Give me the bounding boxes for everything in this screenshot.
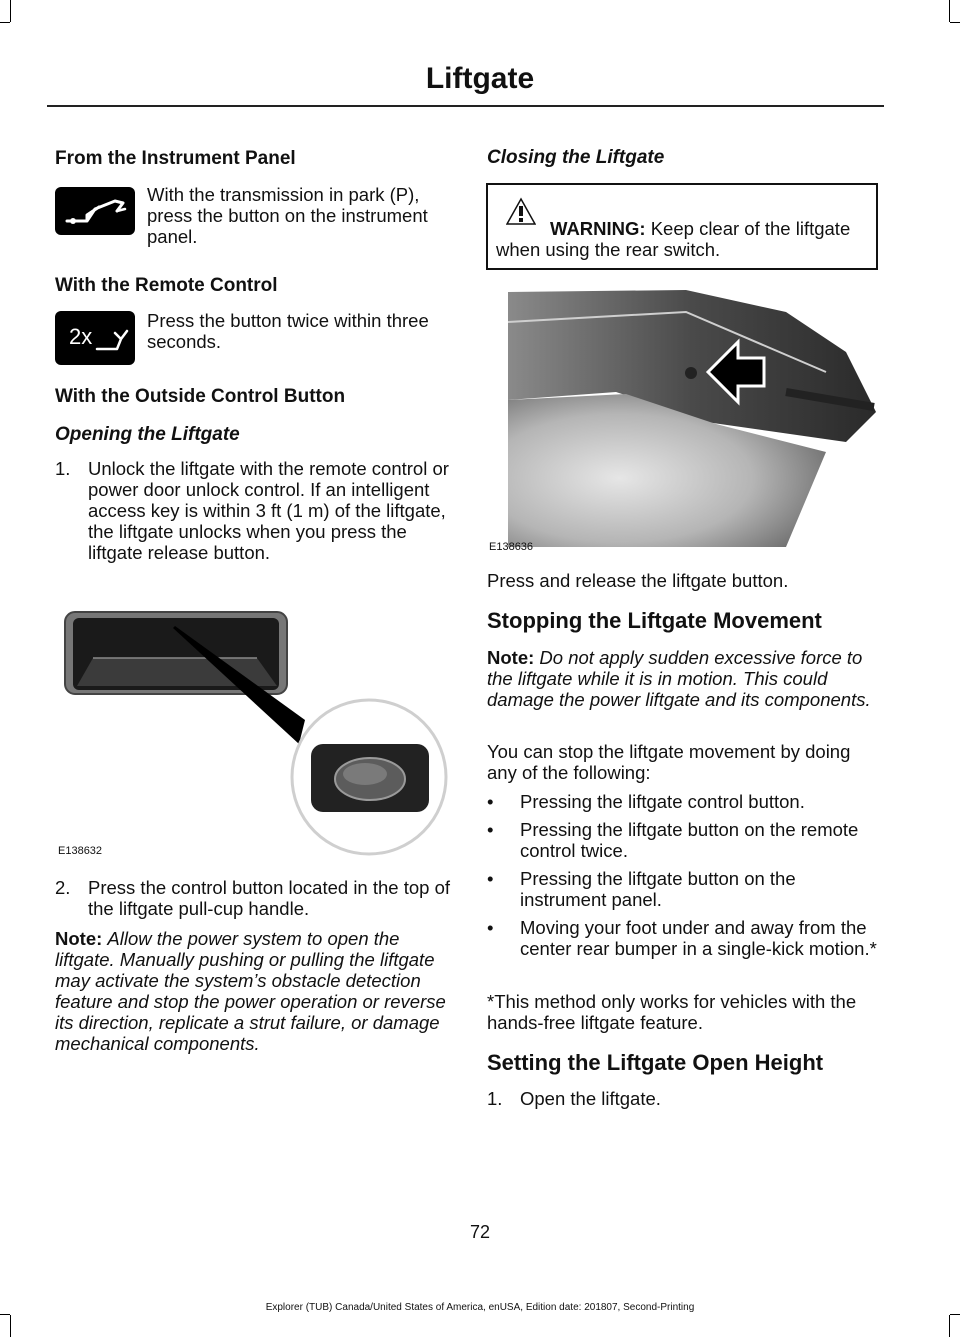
remote-2x-label: 2x (69, 324, 93, 349)
stopping-intro: You can stop the liftgate movement by doing any of the following: (487, 741, 851, 783)
liftgate-handle-figure (55, 598, 450, 863)
warning-text-block (496, 218, 868, 260)
opening-step-2 (55, 877, 450, 919)
opening-note (55, 928, 450, 1054)
bullet-text: Pressing the liftgate button on the instrument panel. (520, 868, 796, 910)
crop-mark-bottom-right-h (950, 1314, 960, 1315)
remote-control-text: Press the button twice within three seconds. (147, 310, 429, 352)
remote-control-heading: With the Remote Control (55, 275, 278, 296)
crop-mark-bottom-left-h (0, 1314, 10, 1315)
remote-liftgate-2x-icon (55, 311, 135, 365)
bullet-dot: • (487, 868, 494, 889)
stopping-footnote: *This method only works for vehicles with the hands-free liftgate feature. (487, 991, 857, 1033)
page-title: Liftgate (425, 62, 535, 95)
step-number: 2. (55, 877, 71, 898)
note-text: Allow the power system to open the liftgate. Manually pushing or pulling the liftgate may activate the system’s obstacle detection feature and stop the power operation or reverse its direction, replicate a strut failure, or damage mechanical components. (55, 928, 446, 1054)
stopping-bullet-3 (487, 868, 879, 910)
open-height-step-1 (487, 1088, 879, 1109)
crop-mark-bottom-left-v (10, 1315, 11, 1337)
note-label: Note: (487, 647, 535, 668)
outside-button-heading: With the Outside Control Button (55, 386, 346, 407)
liftgate-car-icon (55, 187, 135, 235)
instrument-panel-text: With the transmission in park (P), press the button on the instrument panel. (147, 184, 428, 247)
step-text: Open the liftgate. (520, 1088, 661, 1109)
page-number: 72 (469, 1222, 491, 1242)
warning-label: WARNING: (550, 218, 646, 239)
crop-mark-bottom-right-v (949, 1315, 950, 1337)
crop-mark-top-left-h (0, 22, 10, 23)
crop-mark-top-right-h (950, 22, 960, 23)
bullet-text: Pressing the liftgate control button. (520, 791, 805, 812)
warning-text: Keep clear of the liftgate when using the rear switch. (496, 218, 851, 260)
bullet-dot: • (487, 917, 494, 938)
closing-liftgate-subheading: Closing the Liftgate (487, 147, 665, 168)
closing-text: Press and release the liftgate button. (487, 570, 789, 591)
stopping-bullet-4 (487, 917, 879, 959)
stopping-note (487, 647, 879, 710)
figure-id: E138632 (58, 845, 103, 857)
step-text: Press the control button located in the top of the liftgate pull-cup handle. (88, 877, 451, 919)
opening-liftgate-subheading: Opening the Liftgate (55, 424, 240, 445)
liftgate-switch-figure (486, 282, 878, 557)
bullet-dot: • (487, 819, 494, 840)
opening-step-1 (55, 458, 450, 563)
figure-id: E138636 (489, 541, 534, 553)
step-text: Unlock the liftgate with the remote control or power door unlock control. If an intelligent access key is within 3 ft (1 m) of the liftgate, the liftgate unlocks when you press the liftgate release button. (88, 458, 449, 563)
bullet-text: Moving your foot under and away from the center rear bumper in a single-kick motion.* (520, 917, 877, 959)
bullet-dot: • (487, 791, 494, 812)
step-number: 1. (55, 458, 71, 479)
header-rule (47, 105, 884, 107)
crop-mark-top-right-v (949, 0, 950, 22)
step-number: 1. (487, 1088, 503, 1109)
bullet-text: Pressing the liftgate button on the remote control twice. (520, 819, 859, 861)
note-text: Do not apply sudden excessive force to the liftgate while it is in motion. This could damage the power liftgate and its components. (487, 647, 871, 710)
stopping-bullet-2 (487, 819, 879, 861)
crop-mark-top-left-v (10, 0, 11, 22)
note-label: Note: (55, 928, 103, 949)
instrument-panel-heading: From the Instrument Panel (55, 148, 296, 169)
warning-box (486, 183, 878, 270)
footer-text: Explorer (TUB) Canada/United States of America, enUSA, Edition date: 201807, Second-Printing (265, 1302, 695, 1313)
stopping-bullet-1 (487, 791, 879, 812)
stopping-heading: Stopping the Liftgate Movement (487, 608, 822, 633)
open-height-heading: Setting the Liftgate Open Height (487, 1050, 824, 1075)
